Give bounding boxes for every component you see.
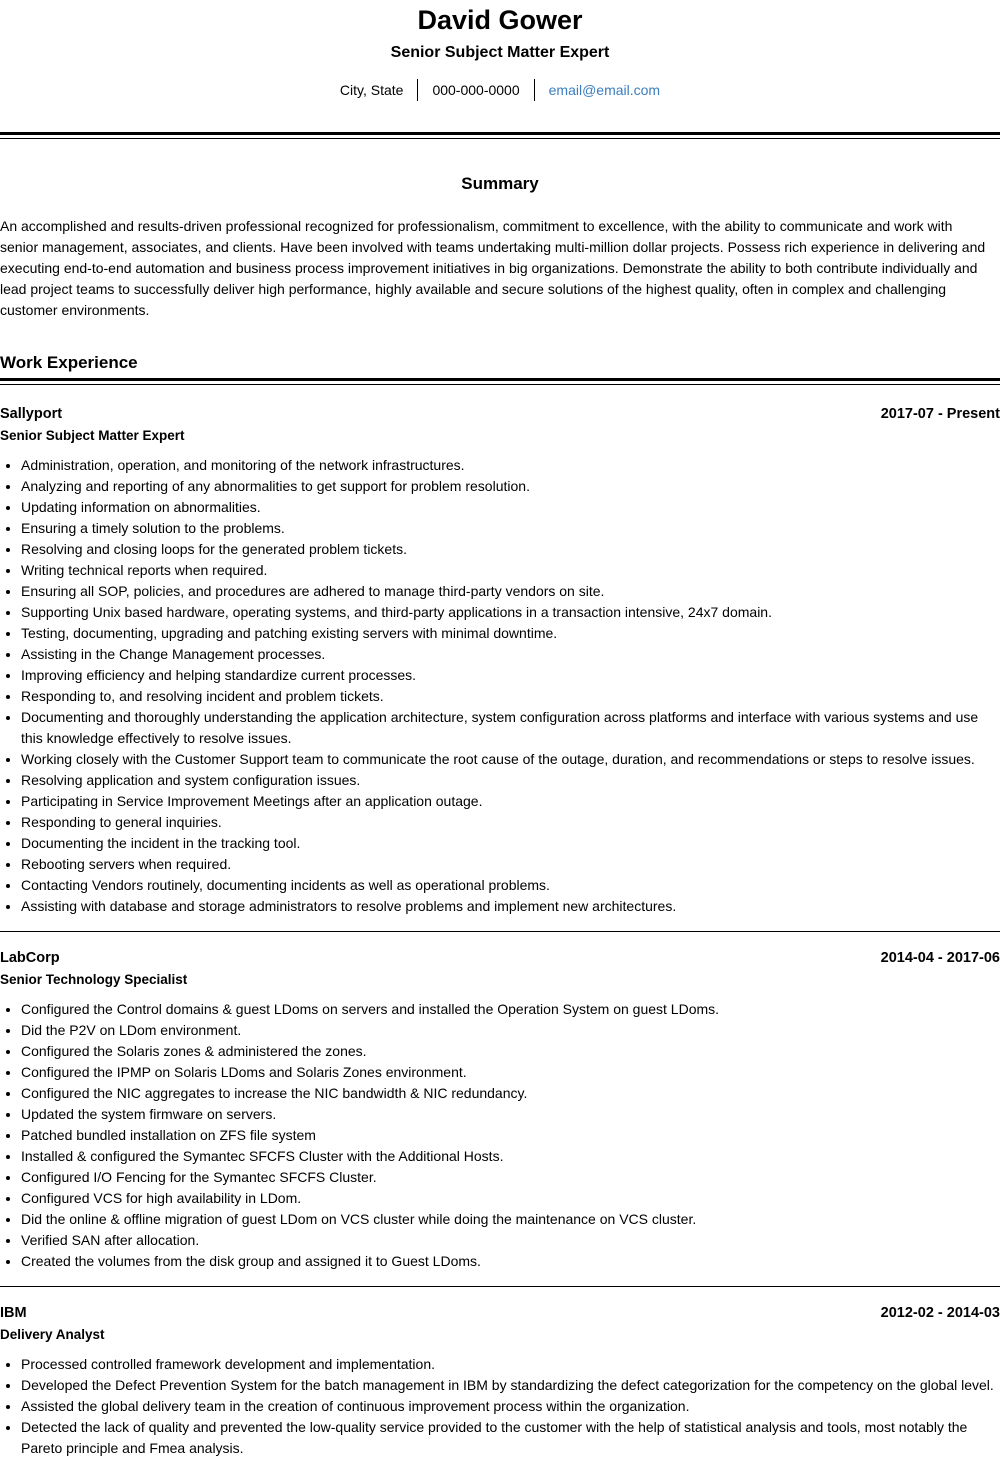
job-dates: 2012-02 - 2014-03 — [880, 1305, 1000, 1321]
duty-item: • Configured the Control domains & guest LDoms on servers and installed the Operation System on guest LDoms. — [21, 999, 1000, 1020]
summary-text: An accomplished and results-driven professional recognized for professionalism, commitment to excellence, with the ability to communicate and work with senior management, associates, and clients. Have been involved with teams undertaking multi-million dollar projects. Possess rich experience in delivering and executing end-to-end automation and business process improvement initiatives in big organizations. Demonstrate the ability to both contribute individually and lead project teams to successfully deliver high performance, highly available and secure solutions of the highest quality, often in complex and challenging customer environments. — [0, 218, 986, 318]
duty-item: • Resolving and closing loops for the generated problem tickets. — [21, 539, 1000, 560]
duty-item: • Developed the Defect Prevention System for the batch management in IBM by standardizing the defect categorization for the competency on the global level. — [21, 1375, 1000, 1396]
candidate-title: Senior Subject Matter Expert — [390, 44, 610, 61]
duty-item: • Analyzing and reporting of any abnormalities to get support for problem resolution. — [21, 476, 1000, 497]
job-header — [0, 948, 1000, 968]
phone: 000-000-0000 — [432, 82, 520, 98]
duty-item: • Processed controlled framework development and implementation. — [21, 1354, 1000, 1375]
duty-item: • Patched bundled installation on ZFS file system — [21, 1125, 1000, 1146]
duty-item: • Administration, operation, and monitoring of the network infrastructures. — [21, 455, 1000, 476]
duty-item: • Did the online & offline migration of guest LDom on VCS cluster while doing the maintenance on VCS cluster. — [21, 1209, 1000, 1230]
duty-item: • Responding to, and resolving incident and problem tickets. — [21, 686, 1000, 707]
job-company: LabCorp — [0, 950, 60, 966]
duty-item: • Updated the system firmware on servers. — [21, 1104, 1000, 1125]
duty-list — [0, 999, 1000, 1272]
job-dates: 2017-07 - Present — [880, 406, 1000, 422]
job-list — [0, 404, 1000, 1459]
duty-item: • Writing technical reports when required. — [21, 560, 1000, 581]
contact-line — [0, 79, 1000, 101]
duty-item: • Created the volumes from the disk group and assigned it to Guest LDoms. — [21, 1251, 1000, 1272]
email-link[interactable]: email@email.com — [548, 82, 661, 98]
duty-item: • Ensuring a timely solution to the problems. — [21, 518, 1000, 539]
duty-list — [0, 455, 1000, 917]
duty-item: • Contacting Vendors routinely, documenting incidents as well as operational problems. — [21, 875, 1000, 896]
duty-item: • Configured the IPMP on Solaris LDoms and Solaris Zones environment. — [21, 1062, 1000, 1083]
job-role: Delivery Analyst — [0, 1327, 105, 1342]
duty-item: • Rebooting servers when required. — [21, 854, 1000, 875]
duty-item: • Working closely with the Customer Support team to communicate the root cause of the outage, duration, and recommendations or steps to resolve issues. — [21, 749, 1000, 770]
header-rule — [0, 132, 1000, 139]
job-company: Sallyport — [0, 406, 63, 422]
duty-item: • Configured I/O Fencing for the Symantec SFCFS Cluster. — [21, 1167, 1000, 1188]
duty-item: • Resolving application and system configuration issues. — [21, 770, 1000, 791]
summary-heading: Summary — [461, 174, 539, 193]
duty-item: • Participating in Service Improvement Meetings after an application outage. — [21, 791, 1000, 812]
duty-list — [0, 1354, 1000, 1459]
location: City, State — [339, 82, 404, 98]
candidate-name: David Gower — [417, 5, 583, 35]
duty-item: • Verified SAN after allocation. — [21, 1230, 1000, 1251]
job-divider — [0, 931, 1000, 932]
duty-item: • Supporting Unix based hardware, operating systems, and third-party applications in a transaction intensive, 24x7 domain. — [21, 602, 1000, 623]
job-role: Senior Technology Specialist — [0, 972, 188, 987]
job-dates: 2014-04 - 2017-06 — [880, 950, 1000, 966]
duty-item: • Documenting the incident in the tracking tool. — [21, 833, 1000, 854]
job-entry — [0, 404, 1000, 932]
work-experience-heading: Work Experience — [0, 353, 138, 372]
duty-item: • Improving efficiency and helping standardize current processes. — [21, 665, 1000, 686]
duty-item: • Did the P2V on LDom environment. — [21, 1020, 1000, 1041]
duty-item: • Assisted the global delivery team in the creation of continuous improvement process within the organization. — [21, 1396, 1000, 1417]
section-rule — [0, 378, 1000, 385]
duty-item: • Responding to general inquiries. — [21, 812, 1000, 833]
job-company: IBM — [0, 1305, 27, 1321]
job-entry — [0, 948, 1000, 1287]
duty-item: • Ensuring all SOP, policies, and procedures are adhered to manage third-party vendors on site. — [21, 581, 1000, 602]
duty-item: • Configured VCS for high availability in LDom. — [21, 1188, 1000, 1209]
job-divider — [0, 1286, 1000, 1287]
job-entry — [0, 1303, 1000, 1459]
resume-header — [0, 0, 1000, 101]
duty-item: • Documenting and thoroughly understanding the application architecture, system configuration across platforms and interface with various systems and use this knowledge effectively to resolve issues. — [21, 707, 1000, 749]
duty-item: • Assisting with database and storage administrators to resolve problems and implement new architectures. — [21, 896, 1000, 917]
job-role: Senior Subject Matter Expert — [0, 428, 185, 443]
job-header — [0, 1303, 1000, 1323]
duty-item: • Installed & configured the Symantec SFCFS Cluster with the Additional Hosts. — [21, 1146, 1000, 1167]
duty-item: • Updating information on abnormalities. — [21, 497, 1000, 518]
duty-item: • Assisting in the Change Management processes. — [21, 644, 1000, 665]
duty-item: • Testing, documenting, upgrading and patching existing servers with minimal downtime. — [21, 623, 1000, 644]
duty-item: • Configured the NIC aggregates to increase the NIC bandwidth & NIC redundancy. — [21, 1083, 1000, 1104]
job-header — [0, 404, 1000, 424]
duty-item: • Configured the Solaris zones & administered the zones. — [21, 1041, 1000, 1062]
duty-item: • Detected the lack of quality and prevented the low-quality service provided to the customer with the help of statistical analysis and tools, most notably the Pareto principle and Fmea analysis. — [21, 1417, 1000, 1459]
